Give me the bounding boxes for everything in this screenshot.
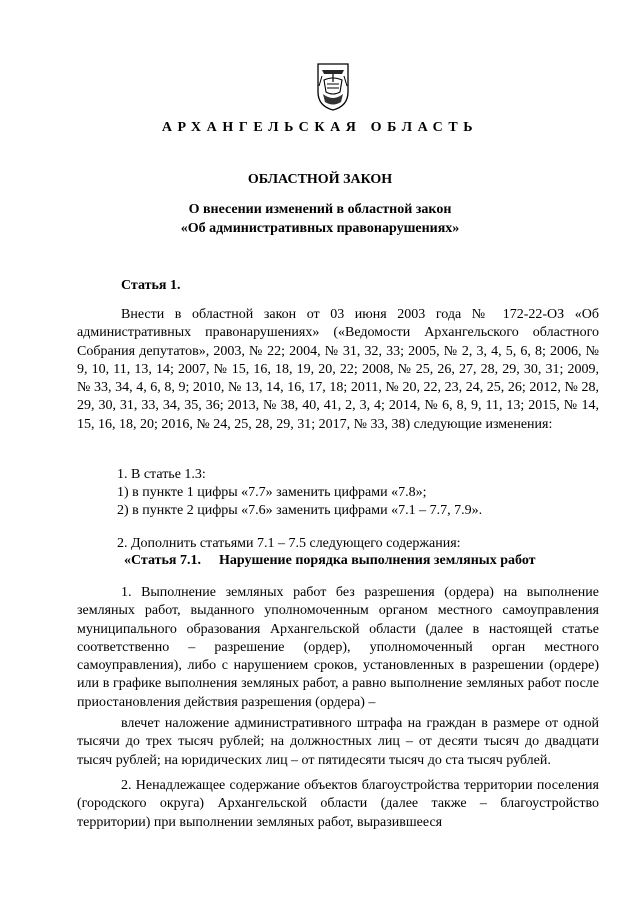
law-title-line-2: «Об административных правонарушениях»: [180, 221, 460, 236]
list-item-1-sub-1: 1) в пункте 1 цифры «7.7» заменить цифрами «7.8»;: [117, 485, 427, 500]
article-7-1-sanction-paragraph: влечет наложение административного штрафа на граждан в размере от одной тысячи до трех тысяч рублей; на должностных лиц – от десяти тысяч до двадцати тысяч рублей; на юридических лиц – от пятидесяти тысяч до ста тысяч рублей.: [77, 716, 599, 768]
region-name: АРХАНГЕЛЬСКАЯ ОБЛАСТЬ: [161, 120, 479, 135]
new-article-7-1-heading: [124, 552, 536, 570]
article-7-1-paragraph-1: 1. Выполнение земляных работ без разрешения (ордера) на выполнение земляных работ, выданного уполномоченным органом местного самоуправления муниципального образования Архангельской области (далее в настоящей статье соответственно – разрешение (ордер), уполномоченный орган местного самоуправления), либо с нарушением сроков, установленных в разрешении (ордере) или в графике выполнения земляных работ, а равно выполнение земляных работ после приостановления действия разрешения (ордера) –: [77, 585, 599, 710]
document-type: ОБЛАСТНОЙ ЗАКОН: [247, 172, 393, 187]
law-title-line-1: О внесении изменений в областной закон: [188, 202, 452, 217]
list-item-2: 2. Дополнить статьями 7.1 – 7.5 следующего содержания:: [117, 536, 461, 551]
article-7-1-paragraph-2: 2. Ненадлежащее содержание объектов благоустройства территории поселения (городского округа) Архангельской области (далее также – благоустройство территории) при выполнении земляных работ, выразившееся: [77, 778, 599, 830]
coat-of-arms-icon: [316, 62, 350, 112]
article-1-intro-paragraph: Внести в областной закон от 03 июня 2003 года № 172-22-ОЗ «Об административных правонарушениях» («Ведомости Архангельского областного Собрания депутатов», 2003, № 22; 2004, № 31, 32, 33; 2005, № 2, 3, 4, 5, 6, 8; 2006, № 9, 10, 11, 13, 14; 2007, № 15, 16, 18, 19, 20, 22; 2008, № 25, 26, 27, 28, 29, 30, 31; 2009, № 33, 34, 4, 6, 8, 9; 2010, № 13, 14, 16, 17, 18; 2011, № 20, 22, 23, 24, 25, 26; 2012, № 28, 29, 30, 31, 33, 34, 35, 36; 2013, № 38, 40, 41, 2, 3, 4; 2014, № 6, 8, 9, 11, 13; 2015, № 14, 15, 16, 18, 20; 2016, № 24, 25, 28, 29, 31; 2017, № 33, 38) следующие изменения:: [77, 307, 599, 432]
law-title: [0, 200, 640, 238]
new-article-number: «Статья 7.1.: [124, 553, 201, 568]
article-1-heading: Статья 1.: [121, 278, 181, 293]
list-item-1-sub-2: 2) в пункте 2 цифры «7.6» заменить цифрами «7.1 – 7.7, 7.9».: [117, 503, 483, 518]
new-article-title: Нарушение порядка выполнения земляных работ: [218, 553, 536, 568]
list-item-1: 1. В статье 1.3:: [117, 467, 206, 482]
